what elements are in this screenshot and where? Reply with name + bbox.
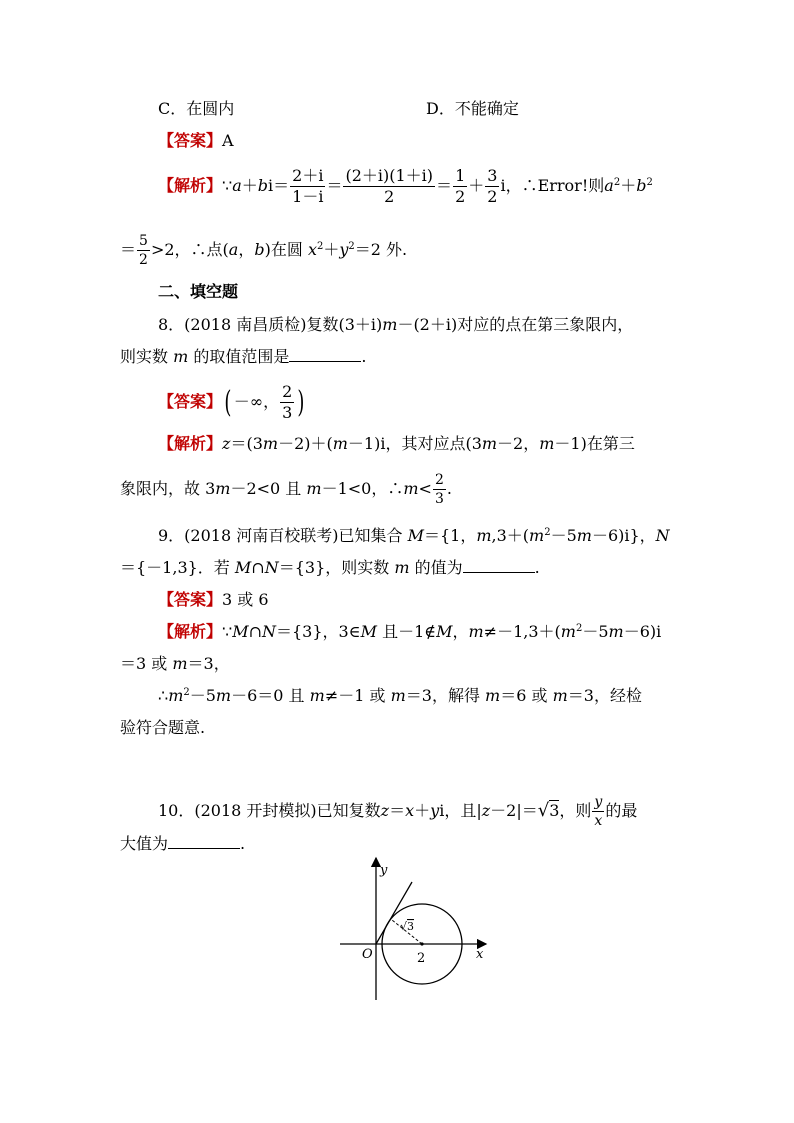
answer-tag: 【答案】 (158, 590, 223, 609)
q9-analysis-1: 【解析】∵M∩N＝{3}，3∈M 且－1∉M，$m\ne-1,3+(m^2-5m-6)i$ (158, 622, 662, 641)
option-c: C．在圆内 (158, 99, 235, 118)
fraction: $\frac{2+i}{1-i}$ (292, 166, 324, 206)
fraction: $\frac{5}{2}$ (139, 233, 148, 268)
q8-line2: 则实数 m 的取值范围是 . (120, 347, 367, 366)
axis-y-label: y (380, 863, 388, 878)
q10-line1: 10．(2018 开封模拟)已知复数z＝x＋yi，且|z－2|＝√3，则 $\frac{y}{x}$ 的最 (158, 788, 637, 834)
var-a: a (232, 176, 242, 195)
section-title: 二、填空题 (158, 282, 239, 301)
analysis-tag: 【解析】 (158, 622, 223, 641)
option-d: D．不能确定 (426, 99, 519, 118)
var-b: b (636, 176, 647, 195)
text: i＝ (268, 176, 290, 195)
var-a: a (604, 176, 614, 195)
text: i，∴Error!则 (500, 176, 605, 195)
fraction: $\frac{2}{3}$ (434, 472, 444, 507)
q8-analysis-2: 象限内，故 3m－2<0 且 m－1<0，∴m< $\frac{2}{3}$ . (120, 472, 452, 507)
center-label: 2 (417, 951, 426, 966)
q8-answer: 【答案】( －∞， $\frac{2}{3}$ ) (158, 382, 305, 422)
answer-blank[interactable] (289, 347, 361, 362)
answer-tag: 【答案】 (158, 131, 223, 150)
analysis-tag: 【解析】 (158, 434, 223, 453)
answer-tag: 【答案】 (158, 392, 223, 411)
fraction-y-over-x: $\frac{y}{x}$ (594, 794, 603, 829)
radius-label: √3 (400, 920, 415, 933)
q9-analysis-2: ＝3 或 m＝3， (120, 654, 230, 673)
q8-line1: 8．(2018 南昌质检)复数(3＋i)m－(2＋i)对应的点在第三象限内， (158, 315, 634, 334)
q9-line2: ＝{－1,3}．若 M∩N＝{3}，则实数 m 的值为 . (120, 558, 540, 577)
var-b: b (257, 176, 269, 195)
fraction: $\frac{1}{2}$ (455, 166, 466, 206)
q9-answer: 【答案】3 或 6 (158, 590, 269, 609)
text: ∵ (222, 176, 233, 195)
tangent-line (376, 882, 415, 944)
circle-tangent-figure (336, 852, 496, 1004)
answer-line-7 (158, 131, 234, 151)
answer-value: A (222, 131, 234, 150)
text: ＋ (241, 176, 258, 195)
q9-line1: 9．(2018 河南百校联考)已知集合 M＝{1，$m,3+(m^2-5m-6)i$}，N (158, 526, 670, 545)
text: ＋ (620, 176, 637, 195)
fraction: $\frac{2}{3}$ (282, 382, 293, 422)
analysis-line-7a: 【解析】∵a＋bi＝ $\frac{2+i}{1-i}$ ＝ $\frac{(2+i)(1+i)}{2}$ ＝ $\frac{1}{2}$ ＋ $\frac{3}{2}$ i，∴Error!则$a^2+b^2$ (158, 166, 653, 206)
axis-x-label: x (476, 947, 484, 962)
center-point (420, 942, 423, 945)
answer-blank[interactable] (463, 558, 535, 573)
analysis-tag: 【解析】 (158, 176, 223, 195)
sqrt-3: √3 (537, 800, 560, 821)
fraction: $\frac{(2+i)(1+i)}{2}$ (345, 166, 434, 206)
origin-label: O (362, 947, 373, 962)
q8-analysis-1: 【解析】z＝(3m－2)＋(m－1)i，其对应点(3m－2，m－1)在第三 (158, 434, 635, 453)
fraction: $\frac{3}{2}$ (487, 166, 498, 206)
q9-analysis-4: 验符合题意. (120, 718, 206, 737)
answer-blank[interactable] (168, 834, 240, 849)
q9-analysis-3: $\therefore m^2-5m-6=0$ 且 m≠－1 或 m＝3，解得 m＝6 或 m＝3，经检 (158, 686, 642, 705)
left-paren: ( (224, 384, 232, 420)
q10-line2: 大值为 . (120, 834, 246, 853)
right-paren: ) (297, 384, 305, 420)
text: ＝ (436, 176, 453, 195)
analysis-line-7b: ＝ $\frac{5}{2}$ >2，∴点(a，b)在圆 $x^2+y^2=2$ 外. (120, 233, 408, 268)
text: ＋ (468, 176, 485, 195)
text: ＝ (326, 176, 343, 195)
